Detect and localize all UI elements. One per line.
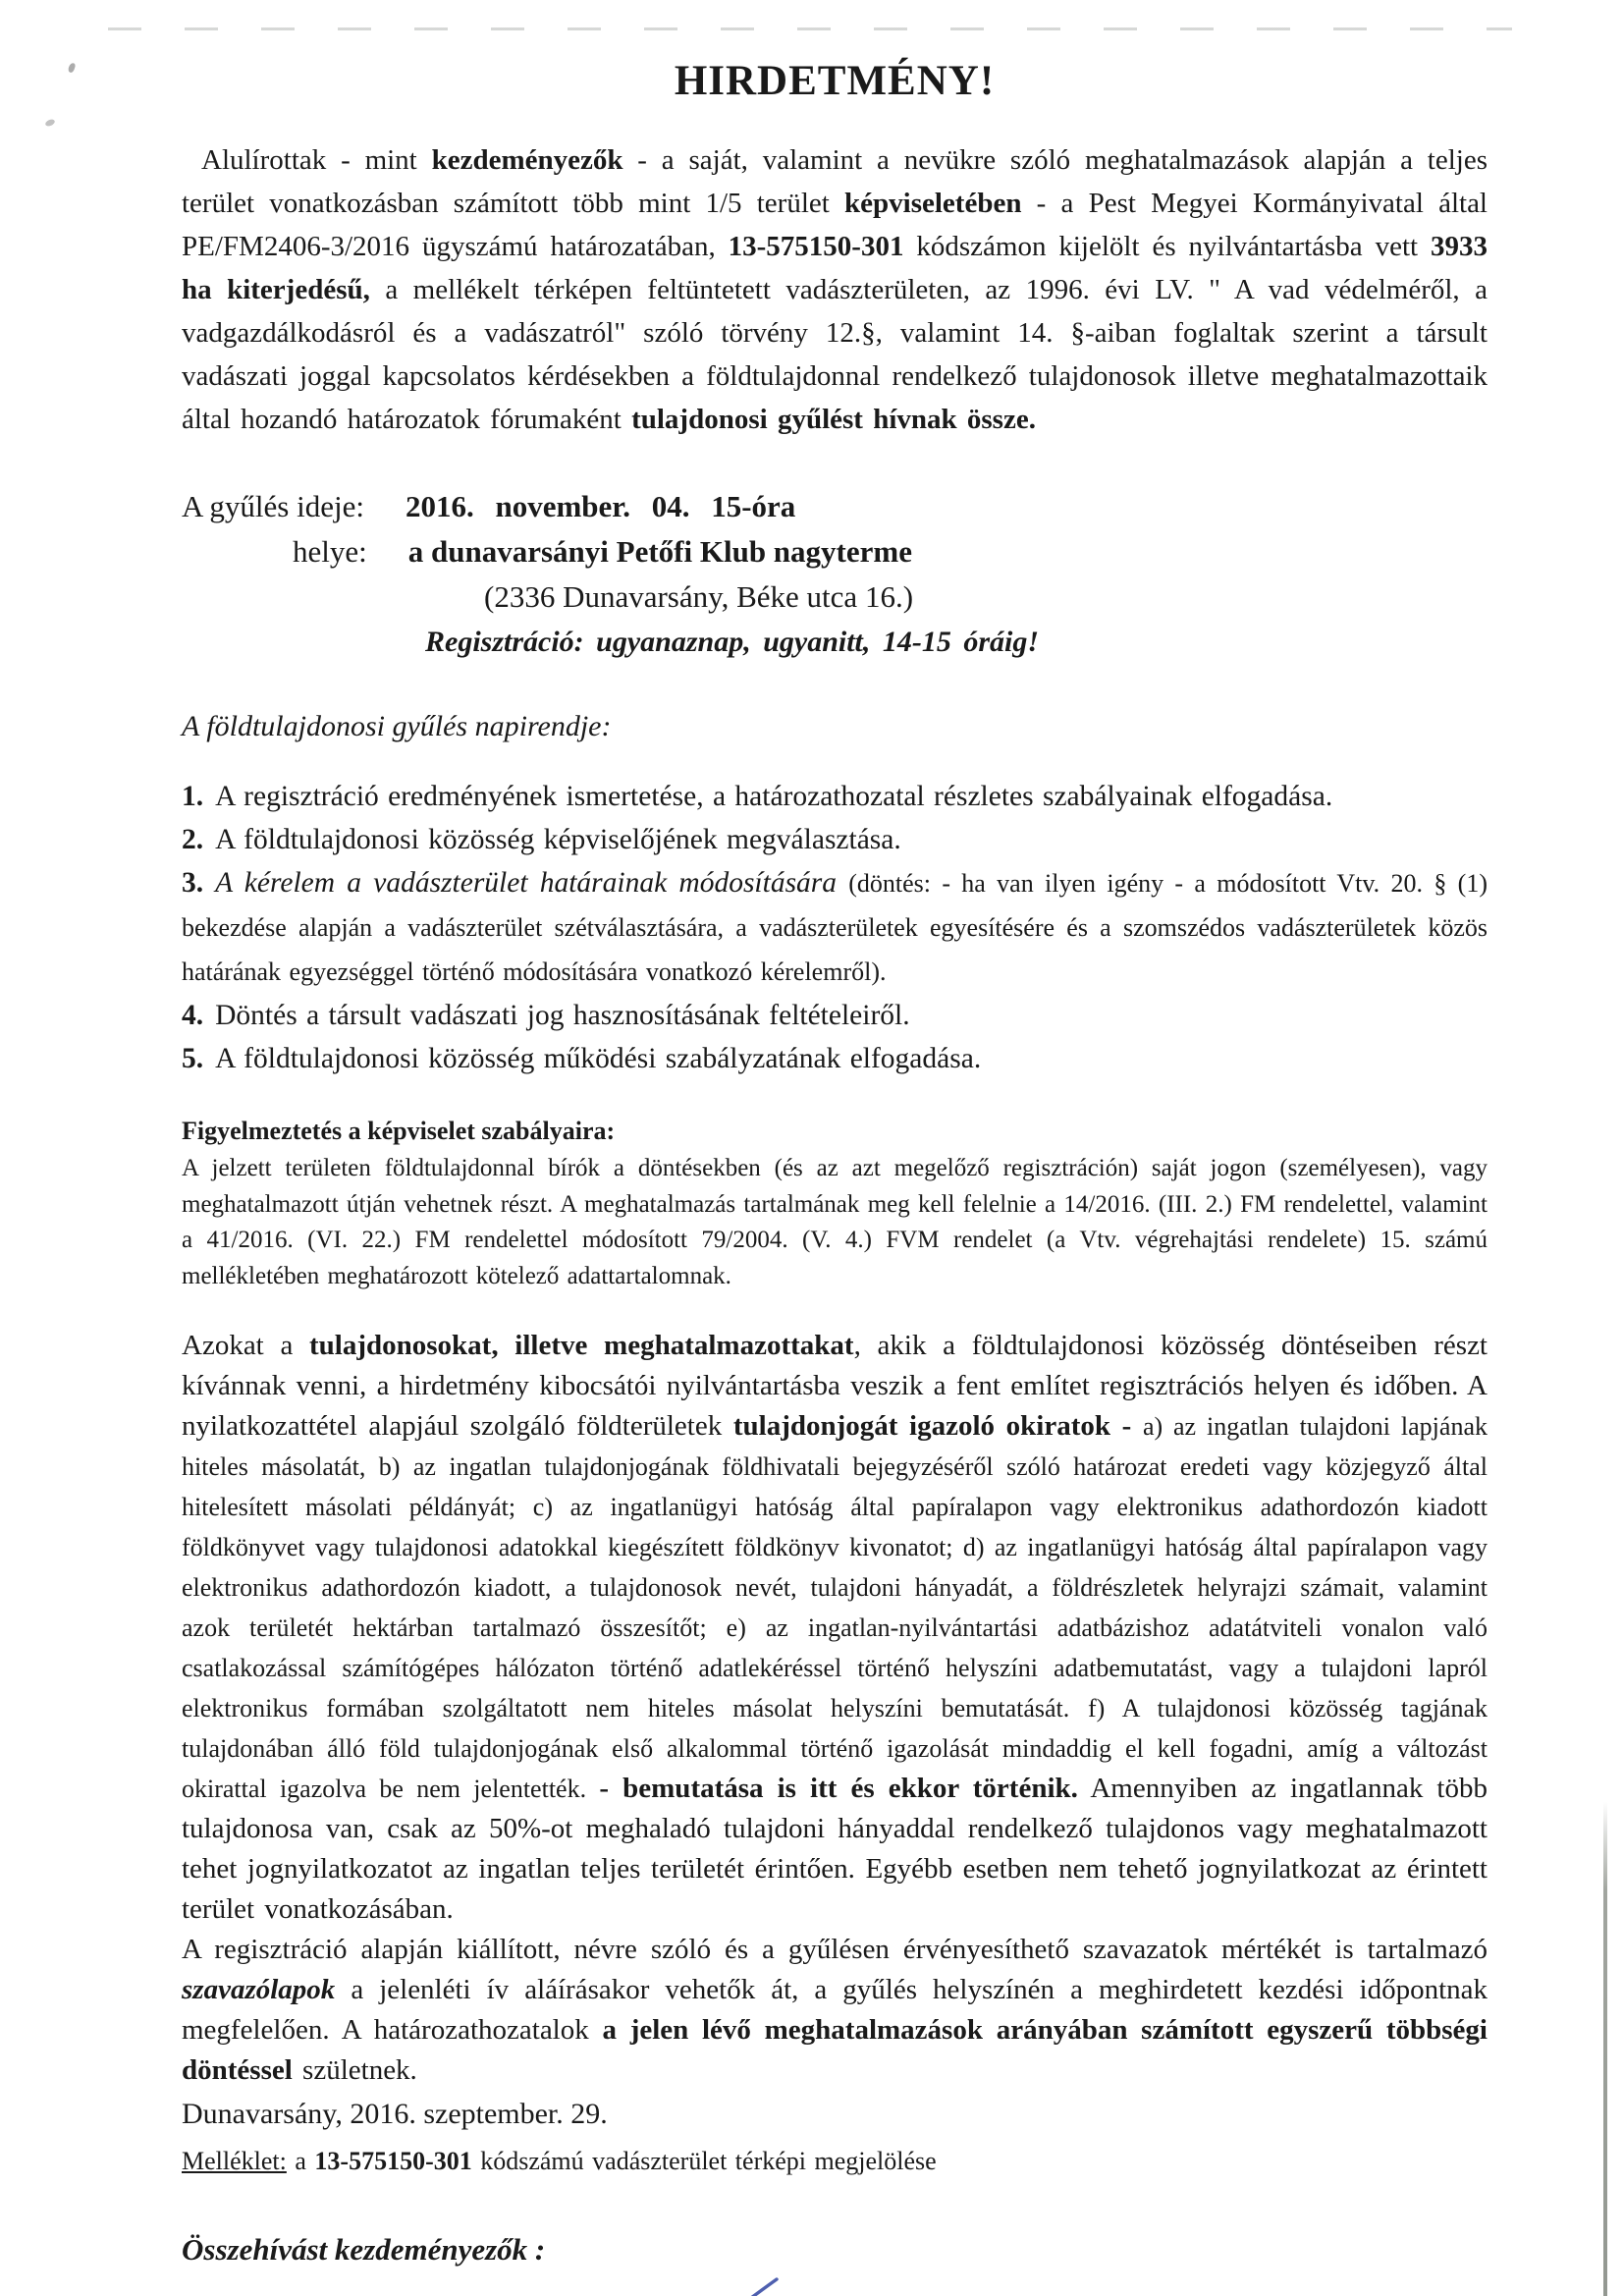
agenda-item-1 xyxy=(182,775,1488,818)
voting-paragraph: A regisztráció alapján kiállított, névre szóló és a gyűlésen érvényesíthető szavazatok mértékét is tartalmazó szavazólapok a jelenléti ív aláírásakor vehetők át, a gyűlés helyszínén a meghirdetett kezdési időpontnak megfelelően. A határozathozatalok a jelen lévő meghatalmazások arányában számított egyszerű többségi döntéssel születnek. xyxy=(182,1934,1488,2086)
signature-3-image xyxy=(889,2291,1271,2296)
document-title: HIRDETMÉNY! xyxy=(674,58,996,104)
eligibility-paragraph: Azokat a tulajdonosokat, illetve meghatalmazottakat, akik a földtulajdonosi közösség döntéseiben részt kívánnak venni, a hirdetmény kibocsátói nyilvántartásba veszik a fent említet regisztrációs helyen és időben. A nyilatkozattétel alapjául szolgáló földterületek tulajdonjogát igazoló okiratok - a) az ingatlan tulajdoni lapjának hiteles másolatát, b) az ingatlan tulajdonjogának földhivatali bejegyzéséről szóló határozat eredeti vagy közjegyző által hitelesített másolati példányát; c) az ingatlanügyi hatóság által papíralapon vagy elektronikus adathordozón kiadott földkönyvet vagy tulajdonosi adatokkal kiegészített földkönyv kivonatot; d) az ingatlanügyi hatóság által papíralapon vagy elektronikus adathordozón kiadott, a tulajdonosok nevét, tulajdoni hányadát, a földrészletek helyrajzi számait, valamint azok területét hektárban tartalmazó összesítőt; e) az ingatlan-nyilvántartási adatbázishoz adatátviteli vonalon való csatlakozással számítógépes hálózaton történő adatlekéréssel történő helyszíni adatbemutatást, vagy a tulajdoni lapról elektronikus formában szolgáltatott nem hiteles másolat helyszíni bemutatását. f) A tulajdonosi közösség tagjának tulajdonában álló föld tulajdonjogának első alkalommal történő igazolását mindaddig el kell fogadni, amíg a változást okirattal igazolva be nem jelentették. - bemutatása is itt és ekkor történik. Amennyiben az ingatlannak több tulajdonosa van, csak az 50%-ot meghaladó tulajdoni hányaddal rendelkező tulajdonos vagy meghatalmazott tehet jognyilatkozatot az ingatlan teljes területét érintően. Egyébb esetben nem tehető jognyilatkozat az érintett terület vonatkozásában. xyxy=(182,1330,1488,1925)
signature-2-image xyxy=(574,2266,790,2296)
attachment-line: Melléklet: a 13-575150-301 kódszámú vadászterület térképi megjelölése xyxy=(182,2147,937,2175)
meeting-time-value: 2016. november. 04. 15-óra xyxy=(405,489,796,523)
meeting-place-label: helye: xyxy=(293,534,367,569)
agenda-item-5 xyxy=(182,1037,1488,1080)
agenda-item-number: 1. xyxy=(182,781,204,812)
scan-speck xyxy=(68,62,77,73)
agenda-item-text: A földtulajdonosi közösség működési szabályzatának elfogadása. xyxy=(215,1043,982,1074)
agenda-item-number: 3. xyxy=(182,867,204,899)
meeting-time-row xyxy=(182,484,1488,529)
agenda-item-4 xyxy=(182,994,1488,1037)
warning-body: A jelzett területen földtulajdonnal bírók a döntésekben (és az azt megelőző regisztráción) saját jogon (személyesen), vagy meghatalmazott útján vehetnek részt. A meghatalmazás tartalmának meg kell felelnie a 14/2016. (III. 2.) FM rendelettel, valamint a 41/2016. (VI. 22.) FM rendelettel módosított 79/2004. (V. 4.) FVM rendelet (a Vtv. végrehajtási rendelete) 15. számú mellékletében meghatározott kötelező adattartalomnak. xyxy=(182,1155,1488,1289)
agenda-list xyxy=(182,775,1488,1080)
meeting-place-value: a dunavarsányi Petőfi Klub nagyterme xyxy=(407,534,912,569)
meeting-place-row xyxy=(182,529,1488,574)
date-line: Dunavarsány, 2016. szeptember. 29. xyxy=(182,2098,608,2130)
agenda-heading: A földtulajdonosi gyűlés napirendje: xyxy=(182,710,612,742)
agenda-item-number: 4. xyxy=(182,1000,204,1031)
scan-speck xyxy=(44,118,56,128)
warning-heading: Figyelmeztetés a képviselet szabályaira: xyxy=(182,1117,616,1145)
intro-paragraph: Alulírottak - mint kezdeményezők - a saját, valamint a nevükre szóló meghatalmazások alapján a teljes terület vonatkozásban számított több mint 1/5 terület képviseletében - a Pest Megyei Kormányivatal által PE/FM2406-3/2016 ügyszámú határozatában, 13-575150-301 kódszámon kijelölt és nyilvántartásba vett 3933 ha kiterjedésű, a mellékelt térképen feltüntetett vadászterületen, az 1996. évi LV. " A vad védelméről, a vadgazdálkodásról és a vadászatról" szóló törvény 12.§, valamint 14. §-aiban foglaltak szerint a társult vadászati joggal kapcsolatos kérdésekben a földtulajdonnal rendelkező tulajdonosok illetve meghatalmazottaik által hozandó határozatok fórumaként tulajdonosi gyűlést hívnak össze. xyxy=(182,144,1488,435)
meeting-time-label: A gyűlés ideje: xyxy=(182,489,364,523)
signature-stroke xyxy=(586,2279,777,2296)
meeting-address: (2336 Dunavarsány, Béke utca 16.) xyxy=(484,579,914,614)
agenda-item-number: 2. xyxy=(182,824,204,855)
registration-note: Regisztráció: ugyanaznap, ugyanitt, 14-15 óráig! xyxy=(425,626,1040,658)
scan-artifact-top-dashes xyxy=(108,27,1512,30)
meeting-details xyxy=(182,484,1488,665)
warning-section xyxy=(182,1114,1488,1294)
agenda-item-3 xyxy=(182,861,1488,994)
initiators-heading: Összehívást kezdeményezők : xyxy=(182,2232,546,2267)
agenda-item-number: 5. xyxy=(182,1043,204,1074)
agenda-item-text: A földtulajdonosi közösség képviselőjének megválasztása. xyxy=(215,824,901,855)
agenda-item-text: A regisztráció eredményének ismertetése, a határozathozatal részletes szabályainak elfogadása. xyxy=(215,781,1333,812)
agenda-item-2 xyxy=(182,818,1488,861)
agenda-item-text: A kérelem a vadászterület határainak módosítására (döntés: - ha van ilyen igény - a módosított Vtv. 20. § (1) bekezdése alapján a vadászterület szétválasztására, a vadászterületek egyesítésére és a szomszédos vadászterületek közös határának egyezséggel történő módosítására vonatkozó kérelemről). xyxy=(182,867,1488,986)
agenda-item-text: Döntés a társult vadászati jog hasznosításának feltételeiről. xyxy=(215,1000,910,1031)
signatures-row xyxy=(182,2273,1488,2296)
scan-artifact-right-edge xyxy=(1603,1802,1607,2296)
